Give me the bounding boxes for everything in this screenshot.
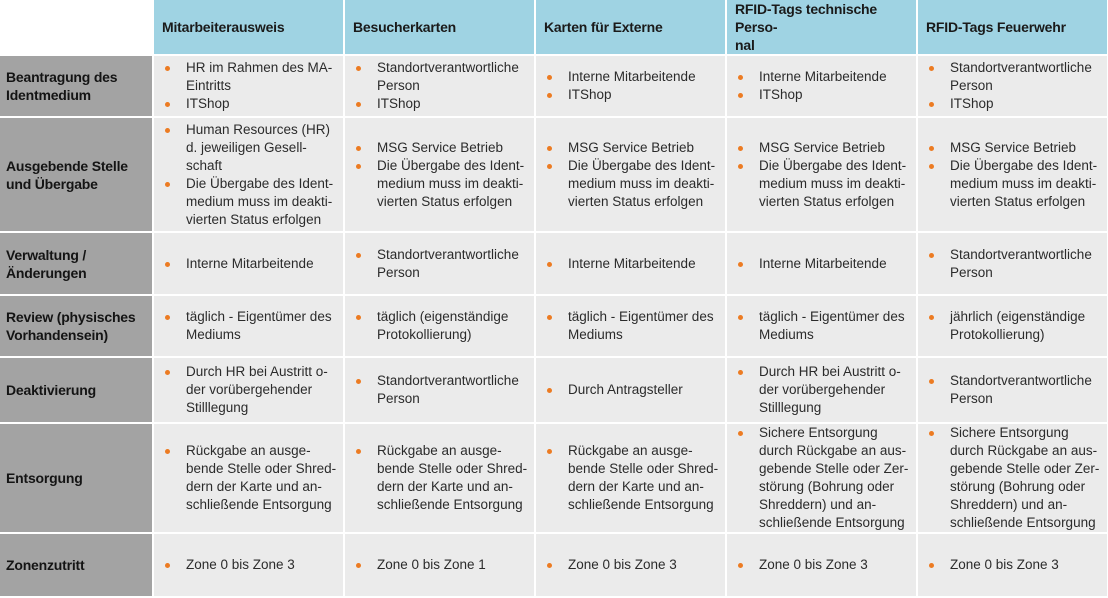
bullet-item: Interne Mitarbeitende [734, 68, 910, 86]
bullet-list [734, 255, 910, 273]
bullet-list [161, 308, 337, 344]
bullet-list [543, 139, 719, 211]
bullet-list [543, 381, 719, 399]
row-label-entsorgung: Entsorgung [0, 423, 153, 533]
cell-verwaltung-rfid-technisches-personal [726, 232, 917, 295]
bullet-list [543, 255, 719, 273]
cell-deaktivierung-rfid-feuerwehr [917, 357, 1108, 423]
column-header-rfid-feuerwehr: RFID-Tags Feuerwehr [917, 0, 1108, 55]
bullet-item: täglich - Eigentümer des Mediums [543, 308, 719, 344]
bullet-item: Standortverantwortliche Person [352, 246, 528, 282]
cell-deaktivierung-mitarbeiterausweis [153, 357, 344, 423]
table-row-verwaltung [0, 232, 1108, 295]
bullet-item: Rückgabe an ausge- bende Stelle oder Shred- dern der Karte und an- schließende Entsorgung [543, 442, 719, 514]
bullet-item: Die Übergabe des Ident- medium muss im deakti- vierten Status erfolgen [352, 157, 528, 211]
bullet-item: ITShop [543, 86, 719, 104]
cell-entsorgung-besucherkarten [344, 423, 535, 533]
bullet-item: Interne Mitarbeitende [734, 255, 910, 273]
bullet-item: ITShop [352, 95, 528, 113]
cell-review-besucherkarten [344, 295, 535, 357]
header-corner-cell [0, 0, 153, 55]
bullet-list [925, 372, 1101, 408]
bullet-list [352, 442, 528, 514]
bullet-list [543, 308, 719, 344]
bullet-item: Die Übergabe des Ident- medium muss im deakti- vierten Status erfolgen [543, 157, 719, 211]
cell-review-rfid-feuerwehr [917, 295, 1108, 357]
bullet-item: Durch Antragsteller [543, 381, 719, 399]
row-label-ausgebende-stelle: Ausgebende Stelle und Übergabe [0, 117, 153, 232]
bullet-item: täglich - Eigentümer des Mediums [734, 308, 910, 344]
bullet-list [161, 363, 337, 417]
table-row-beantragung [0, 55, 1108, 117]
cell-review-karten-externe [535, 295, 726, 357]
bullet-item: ITShop [734, 86, 910, 104]
bullet-list [925, 424, 1101, 532]
bullet-item: MSG Service Betrieb [734, 139, 910, 157]
bullet-list [734, 68, 910, 104]
bullet-list [734, 556, 910, 574]
bullet-item: Sichere Entsorgung durch Rückgabe an aus- gebende Stelle oder Zer- störung (Bohrung oder Shreddern) und an- schließende Entsorgung [734, 424, 910, 532]
bullet-item: Durch HR bei Austritt o- der vorübergehender Stilllegung [161, 363, 337, 417]
row-label-beantragung: Beantragung des Identmedium [0, 55, 153, 117]
table-body [0, 55, 1108, 597]
cell-beantragung-rfid-feuerwehr [917, 55, 1108, 117]
cell-zonenzutritt-rfid-technisches-personal [726, 533, 917, 597]
cell-verwaltung-karten-externe [535, 232, 726, 295]
bullet-item: MSG Service Betrieb [352, 139, 528, 157]
column-header-mitarbeiterausweis: Mitarbeiterausweis [153, 0, 344, 55]
table-row-deaktivierung [0, 357, 1108, 423]
bullet-list [161, 556, 337, 574]
cell-deaktivierung-rfid-technisches-personal [726, 357, 917, 423]
bullet-list [734, 363, 910, 417]
row-label-deaktivierung: Deaktivierung [0, 357, 153, 423]
bullet-item: Zone 0 bis Zone 3 [543, 556, 719, 574]
bullet-list [161, 255, 337, 273]
cell-zonenzutritt-karten-externe [535, 533, 726, 597]
bullet-list [161, 442, 337, 514]
bullet-list [925, 246, 1101, 282]
cell-zonenzutritt-mitarbeiterausweis [153, 533, 344, 597]
cell-beantragung-besucherkarten [344, 55, 535, 117]
table-row-review [0, 295, 1108, 357]
bullet-item: MSG Service Betrieb [925, 139, 1101, 157]
cell-review-mitarbeiterausweis [153, 295, 344, 357]
bullet-list [161, 121, 337, 229]
row-label-review: Review (physisches Vorhandensein) [0, 295, 153, 357]
bullet-list [925, 59, 1101, 113]
bullet-item: Zone 0 bis Zone 3 [925, 556, 1101, 574]
bullet-item: Zone 0 bis Zone 3 [161, 556, 337, 574]
cell-verwaltung-rfid-feuerwehr [917, 232, 1108, 295]
bullet-item: täglich - Eigentümer des Mediums [161, 308, 337, 344]
bullet-item: Human Resources (HR) d. jeweiligen Gesell- schaft [161, 121, 337, 175]
bullet-item: Die Übergabe des Ident- medium muss im deakti- vierten Status erfolgen [925, 157, 1101, 211]
cell-beantragung-rfid-technisches-personal [726, 55, 917, 117]
column-header-rfid-technisches-personal: RFID-Tags technische Perso- nal [726, 0, 917, 55]
bullet-item: Interne Mitarbeitende [543, 255, 719, 273]
bullet-item: Standortverantwortliche Person [352, 372, 528, 408]
bullet-item: täglich (eigenständige Protokollierung) [352, 308, 528, 344]
cell-ausgebende-stelle-rfid-technisches-personal [726, 117, 917, 232]
cell-deaktivierung-besucherkarten [344, 357, 535, 423]
cell-ausgebende-stelle-besucherkarten [344, 117, 535, 232]
bullet-list [543, 442, 719, 514]
bullet-list [352, 556, 528, 574]
cell-verwaltung-mitarbeiterausweis [153, 232, 344, 295]
bullet-item: Die Übergabe des Ident- medium muss im deakti- vierten Status erfolgen [734, 157, 910, 211]
bullet-item: MSG Service Betrieb [543, 139, 719, 157]
bullet-list [543, 556, 719, 574]
bullet-item: Interne Mitarbeitende [161, 255, 337, 273]
cell-deaktivierung-karten-externe [535, 357, 726, 423]
bullet-item: Standortverantwortliche Person [925, 372, 1101, 408]
bullet-item: Standortverantwortliche Person [352, 59, 528, 95]
cell-ausgebende-stelle-mitarbeiterausweis [153, 117, 344, 232]
bullet-list [352, 246, 528, 282]
cell-entsorgung-rfid-technisches-personal [726, 423, 917, 533]
row-label-verwaltung: Verwaltung / Änderungen [0, 232, 153, 295]
cell-ausgebende-stelle-karten-externe [535, 117, 726, 232]
cell-verwaltung-besucherkarten [344, 232, 535, 295]
bullet-item: Durch HR bei Austritt o- der vorübergehender Stilllegung [734, 363, 910, 417]
bullet-item: ITShop [161, 95, 337, 113]
bullet-list [734, 424, 910, 532]
cell-entsorgung-karten-externe [535, 423, 726, 533]
bullet-list [161, 59, 337, 113]
cell-review-rfid-technisches-personal [726, 295, 917, 357]
column-header-karten-externe: Karten für Externe [535, 0, 726, 55]
header-row [0, 0, 1108, 55]
bullet-list [925, 139, 1101, 211]
bullet-item: jährlich (eigenständige Protokollierung) [925, 308, 1101, 344]
table-row-ausgebende-stelle [0, 117, 1108, 232]
bullet-item: ITShop [925, 95, 1101, 113]
bullet-list [925, 556, 1101, 574]
row-label-zonenzutritt: Zonenzutritt [0, 533, 153, 597]
bullet-list [352, 308, 528, 344]
cell-beantragung-karten-externe [535, 55, 726, 117]
bullet-item: Die Übergabe des Ident- medium muss im deakti- vierten Status erfolgen [161, 175, 337, 229]
cell-entsorgung-mitarbeiterausweis [153, 423, 344, 533]
cell-zonenzutritt-rfid-feuerwehr [917, 533, 1108, 597]
bullet-list [352, 372, 528, 408]
bullet-list [925, 308, 1101, 344]
bullet-item: Zone 0 bis Zone 1 [352, 556, 528, 574]
column-header-besucherkarten: Besucherkarten [344, 0, 535, 55]
bullet-item: Standortverantwortliche Person [925, 246, 1101, 282]
bullet-item: Standortverantwortliche Person [925, 59, 1101, 95]
cell-ausgebende-stelle-rfid-feuerwehr [917, 117, 1108, 232]
bullet-item: HR im Rahmen des MA- Eintritts [161, 59, 337, 95]
table-row-zonenzutritt [0, 533, 1108, 597]
cell-beantragung-mitarbeiterausweis [153, 55, 344, 117]
bullet-list [352, 59, 528, 113]
bullet-item: Sichere Entsorgung durch Rückgabe an aus- gebende Stelle oder Zer- störung (Bohrung oder Shreddern) und an- schließende Entsorgung [925, 424, 1101, 532]
cell-zonenzutritt-besucherkarten [344, 533, 535, 597]
cell-entsorgung-rfid-feuerwehr [917, 423, 1108, 533]
bullet-item: Zone 0 bis Zone 3 [734, 556, 910, 574]
bullet-item: Interne Mitarbeitende [543, 68, 719, 86]
bullet-item: Rückgabe an ausge- bende Stelle oder Shred- dern der Karte und an- schließende Entsorgung [161, 442, 337, 514]
bullet-list [734, 139, 910, 211]
bullet-list [543, 68, 719, 104]
bullet-list [352, 139, 528, 211]
bullet-item: Rückgabe an ausge- bende Stelle oder Shred- dern der Karte und an- schließende Entsorgung [352, 442, 528, 514]
bullet-list [734, 308, 910, 344]
table-row-entsorgung [0, 423, 1108, 533]
